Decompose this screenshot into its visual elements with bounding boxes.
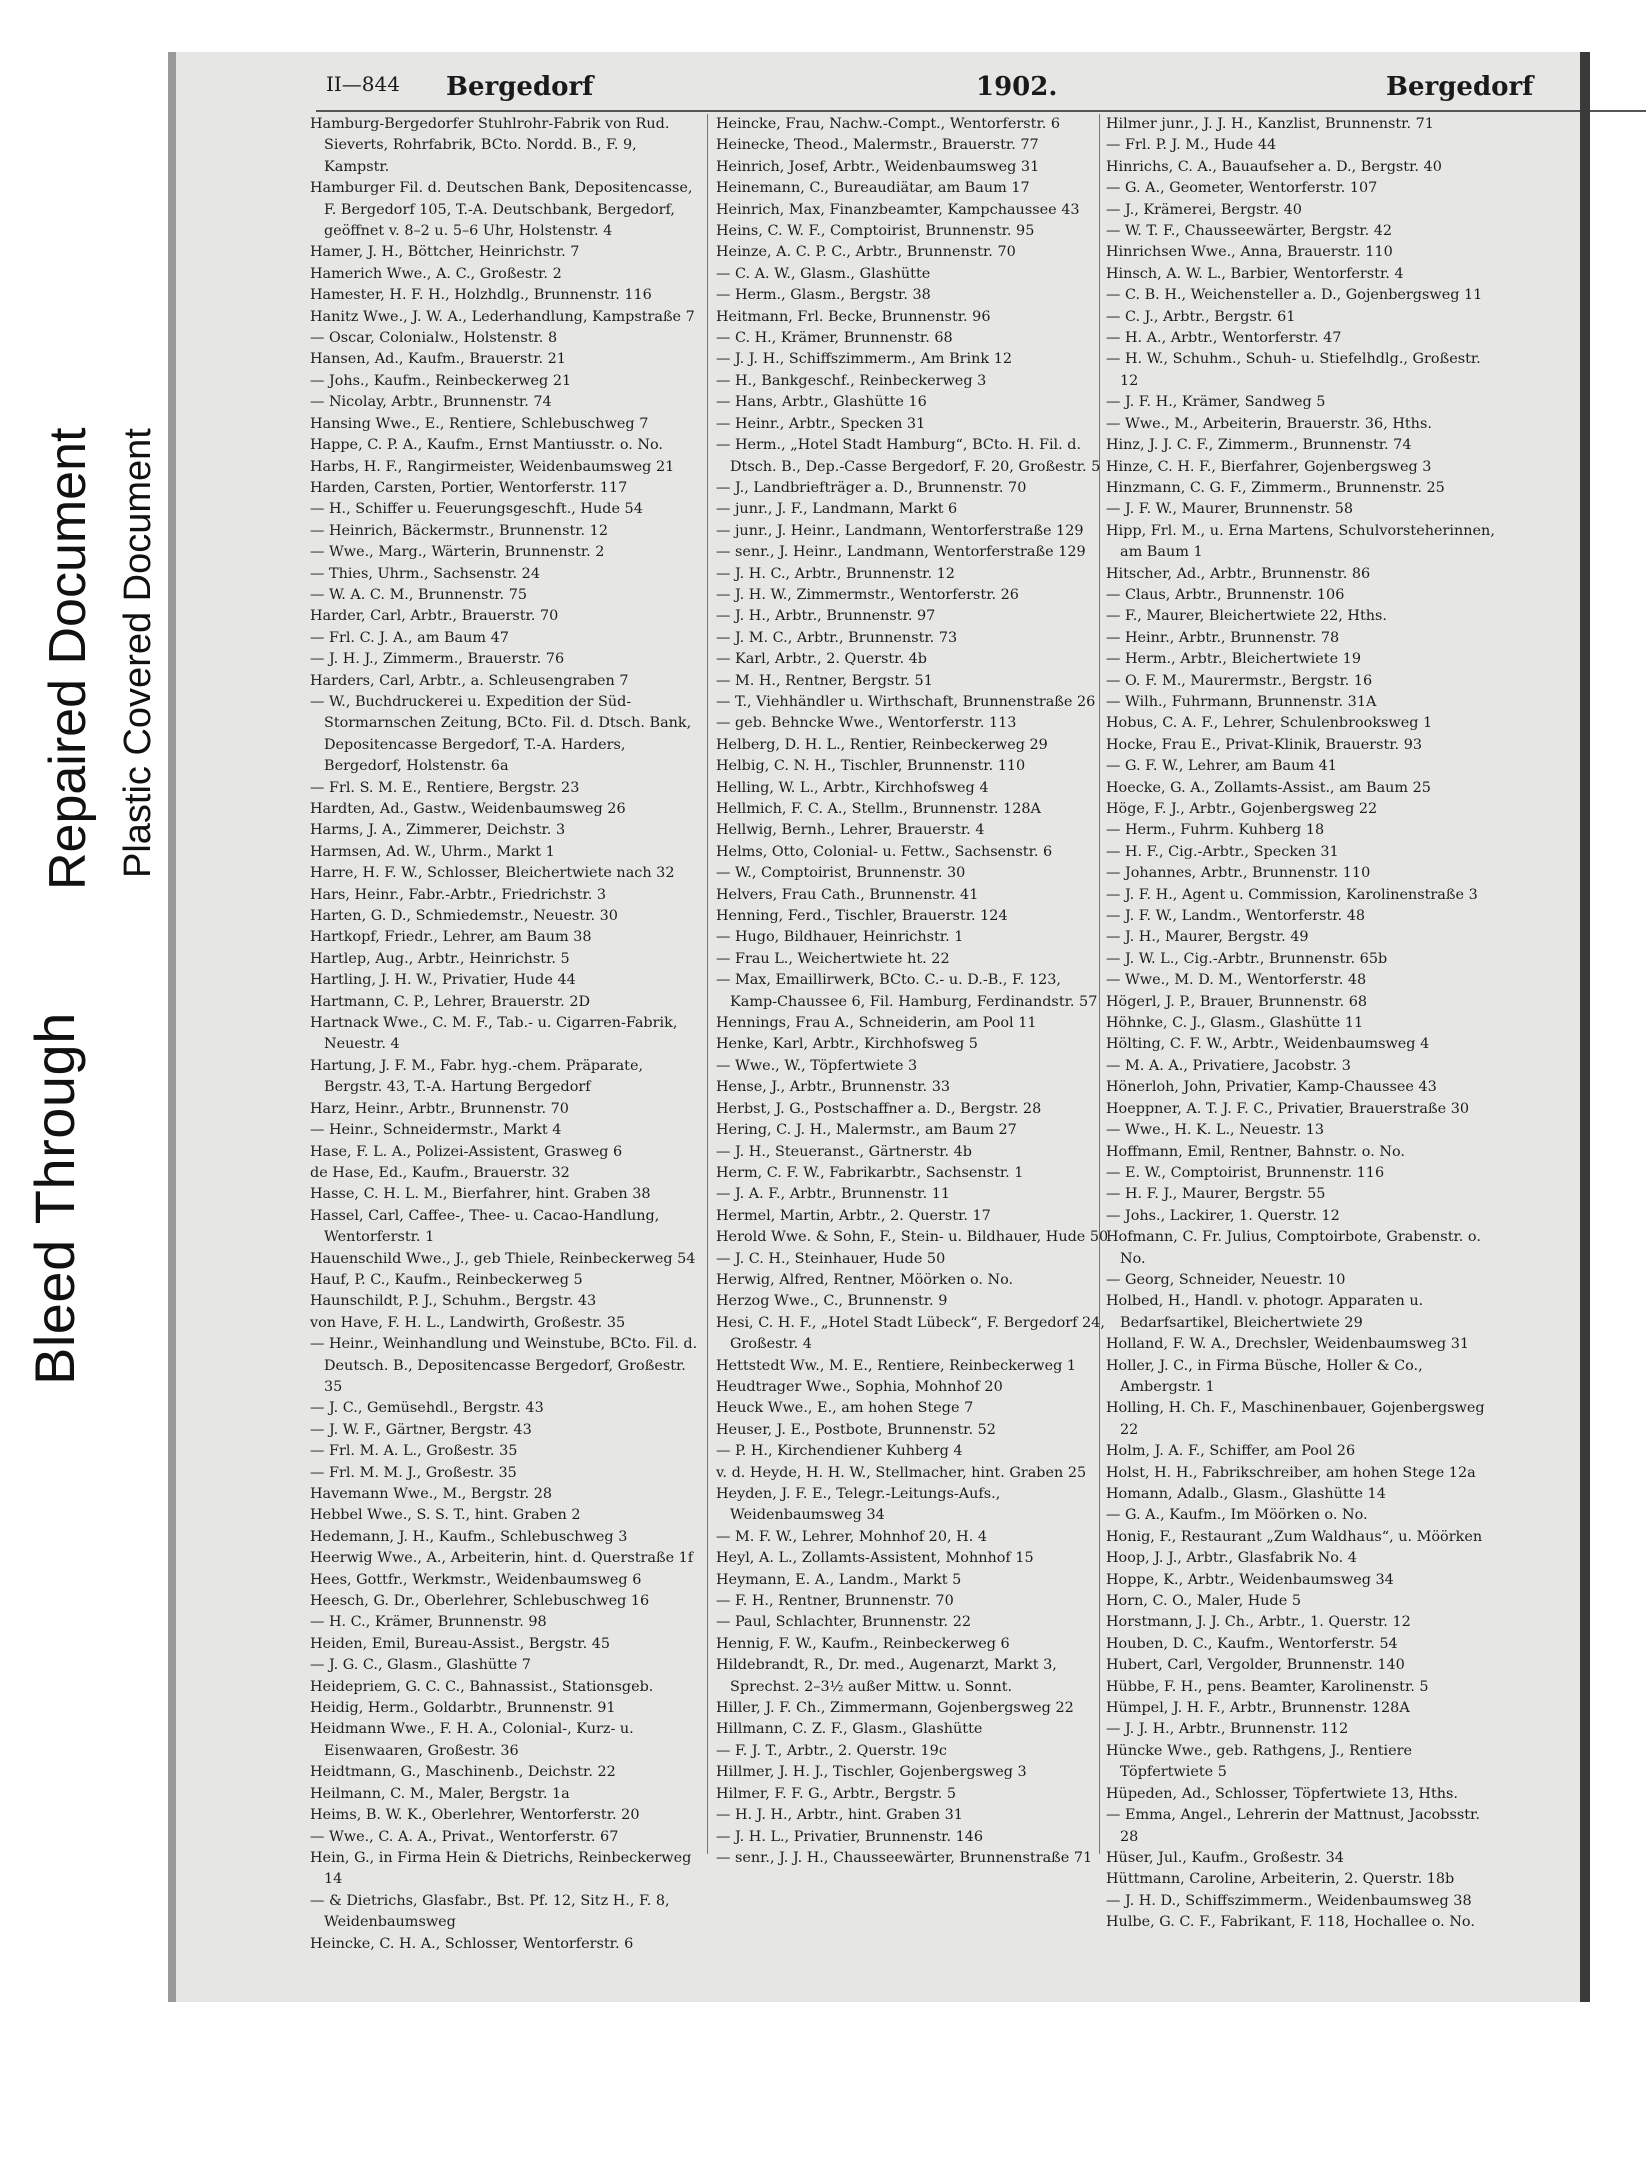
directory-entry: — M. F. W., Lehrer, Mohnhof 20, H. 4 (716, 1528, 988, 1545)
directory-entry: — H. W., Schuhm., Schuh- u. Stiefelhdlg., Großestr. 12 (1106, 351, 1481, 389)
directory-entry: Heymann, E. A., Landm., Markt 5 (716, 1571, 962, 1588)
directory-entry: — J. H. D., Schiffszimmerm., Weidenbaumsweg 38 (1106, 1892, 1472, 1909)
directory-entry: — Frau L., Weichertwiete ht. 22 (716, 950, 950, 967)
directory-entry: Helberg, D. H. L., Rentier, Reinbeckerweg 29 (716, 736, 1048, 753)
directory-entry: — J. W. F., Gärtner, Bergstr. 43 (310, 1421, 532, 1438)
directory-entry: Hansen, Ad., Kaufm., Brauerstr. 21 (310, 351, 566, 368)
directory-entry: von Have, F. H. L., Landwirth, Großestr. 35 (310, 1314, 626, 1331)
directory-entry: — P. H., Kirchendiener Kuhberg 4 (716, 1443, 963, 1460)
directory-entry: — J. F. W., Maurer, Brunnenstr. 58 (1106, 501, 1354, 518)
directory-entry: Heinrich, Josef, Arbtr., Weidenbaumsweg 31 (716, 158, 1040, 175)
directory-entry: — Heinr., Arbtr., Specken 31 (716, 415, 926, 432)
label-repaired-document: Repaired Document (39, 427, 97, 890)
directory-entry: Heesch, G. Dr., Oberlehrer, Schlebuschweg 16 (310, 1593, 650, 1610)
directory-entry: — H. F. J., Maurer, Bergstr. 55 (1106, 1186, 1326, 1203)
directory-entry: — J. H. C., Arbtr., Brunnenstr. 12 (716, 565, 955, 582)
directory-entry: — H. J. H., Arbtr., hint. Graben 31 (716, 1807, 963, 1824)
directory-entry: — Frl. S. M. E., Rentiere, Bergstr. 23 (310, 779, 580, 796)
directory-entry: Hilmer, F. F. G., Arbtr., Bergstr. 5 (716, 1785, 957, 1802)
directory-entry: — H. F., Cig.-Arbtr., Specken 31 (1106, 843, 1339, 860)
directory-entry: — Heinr., Weinhandlung und Weinstube, BCto. Fil. d. Deutsch. B., Depositencasse Bergedorf, Großestr. 35 (310, 1336, 698, 1395)
directory-entry: Herm, C. F. W., Fabrikarbtr., Sachsenstr. 1 (716, 1164, 1024, 1181)
directory-entry: Heerwig Wwe., A., Arbeiterin, hint. d. Querstraße 1f (310, 1550, 694, 1567)
directory-entry: Hauenschild Wwe., J., geb Thiele, Reinbeckerweg 54 (310, 1250, 696, 1267)
directory-entry: — Paul, Schlachter, Brunnenstr. 22 (716, 1614, 972, 1631)
directory-entry: Harten, G. D., Schmiedemstr., Neuestr. 30 (310, 908, 618, 925)
directory-entry: Hardten, Ad., Gastw., Weidenbaumsweg 26 (310, 801, 626, 817)
directory-entry: Heiden, Emil, Bureau-Assist., Bergstr. 45 (310, 1635, 611, 1652)
directory-entry: — Herm., Fuhrm. Kuhberg 18 (1106, 822, 1325, 839)
directory-entry: — J. M. C., Arbtr., Brunnenstr. 73 (716, 629, 958, 646)
directory-entry: Herold Wwe. & Sohn, F., Stein- u. Bildhauer, Hude 50 (716, 1229, 1109, 1246)
scan-status-strip (0, 0, 165, 2177)
directory-entry: de Hase, Ed., Kaufm., Brauerstr. 32 (310, 1164, 570, 1181)
directory-entry: Hinzmann, C. G. F., Zimmerm., Brunnenstr. 25 (1106, 479, 1445, 496)
directory-entry: — Thies, Uhrm., Sachsenstr. 24 (310, 565, 540, 582)
directory-entry: Hölting, C. F. W., Arbtr., Weidenbaumsweg 4 (1106, 1036, 1430, 1053)
directory-entry: — W. A. C. M., Brunnenstr. 75 (310, 586, 528, 603)
directory-entry: — junr., J. Heinr., Landmann, Wentorferstraße 129 (716, 522, 1084, 539)
directory-entry: Harre, H. F. W., Schlosser, Bleichertwiete nach 32 (310, 865, 675, 882)
directory-entry: — Heinrich, Bäckermstr., Brunnenstr. 12 (310, 522, 608, 539)
directory-entry: Heidig, Herm., Goldarbtr., Brunnenstr. 91 (310, 1700, 616, 1717)
directory-entry: Helvers, Frau Cath., Brunnenstr. 41 (716, 886, 979, 903)
directory-entry: Hümpel, J. H. F., Arbtr., Brunnenstr. 128A (1106, 1700, 1410, 1717)
directory-entry: — junr., J. F., Landmann, Markt 6 (716, 501, 958, 518)
directory-entry: Hinrichs, C. A., Bauaufseher a. D., Bergstr. 40 (1106, 158, 1442, 175)
directory-entry: Horstmann, J. J. Ch., Arbtr., 1. Querstr. 12 (1106, 1614, 1411, 1631)
directory-entry: — J. H. W., Zimmermstr., Wentorferstr. 26 (716, 586, 1019, 603)
directory-entry: Havemann Wwe., M., Bergstr. 28 (310, 1486, 553, 1502)
directory-entry: — J. J. H., Arbtr., Brunnenstr. 112 (1106, 1721, 1349, 1738)
directory-entry: — J., Landbriefträger a. D., Brunnenstr. 70 (716, 479, 1027, 496)
directory-entry: — Heinr., Arbtr., Brunnenstr. 78 (1106, 629, 1340, 646)
directory-entry: — Wwe., W., Töpfertwiete 3 (716, 1057, 918, 1074)
directory-entry: — H. A., Arbtr., Wentorferstr. 47 (1106, 330, 1342, 347)
directory-entry: — J. H. L., Privatier, Brunnenstr. 146 (716, 1828, 984, 1845)
directory-entry: Heidtmann, G., Maschinenb., Deichstr. 22 (310, 1764, 616, 1781)
directory-entry: — E. W., Comptoirist, Brunnenstr. 116 (1106, 1164, 1385, 1181)
directory-entry: Hellwig, Bernh., Lehrer, Brauerstr. 4 (716, 822, 985, 839)
directory-entry: Hauf, P. C., Kaufm., Reinbeckerweg 5 (310, 1271, 583, 1288)
directory-entry: — C. A. W., Glasm., Glashütte (716, 265, 931, 282)
directory-entry: — Herm., Arbtr., Bleichertwiete 19 (1106, 651, 1361, 668)
directory-entry: Harden, Carsten, Portier, Wentorferstr. 117 (310, 479, 628, 496)
directory-entry: Helbig, C. N. H., Tischler, Brunnenstr. 110 (716, 758, 1026, 775)
directory-entry: — W., Comptoirist, Brunnenstr. 30 (716, 865, 966, 882)
directory-entry: — W. T. F., Chausseewärter, Bergstr. 42 (1106, 223, 1393, 240)
directory-entry: — J. C., Gemüsehdl., Bergstr. 43 (310, 1400, 544, 1417)
directory-entry: Holler, J. C., in Firma Büsche, Holler & Co., Ambergstr. 1 (1106, 1357, 1423, 1395)
directory-entry: — Emma, Angel., Lehrerin der Mattnust, Jacobsstr. 28 (1106, 1807, 1480, 1845)
directory-entry: Hasse, C. H. L. M., Bierfahrer, hint. Graben 38 (310, 1186, 651, 1203)
directory-entry: Hense, J., Arbtr., Brunnenstr. 33 (716, 1079, 951, 1096)
directory-entry: — J. H., Arbtr., Brunnenstr. 97 (716, 608, 936, 625)
directory-entry: Heidepriem, G. C. C., Bahnassist., Stationsgeb. (310, 1678, 654, 1695)
header-rule (316, 110, 1646, 112)
directory-entry: Hartlep, Aug., Arbtr., Heinrichstr. 5 (310, 950, 570, 967)
directory-entry: — senr., J. J. H., Chausseewärter, Brunnenstraße 71 (716, 1849, 1093, 1866)
directory-entry: — J. H., Steueranst., Gärtnerstr. 4b (716, 1143, 972, 1160)
directory-entry: Hoffmann, Emil, Rentner, Bahnstr. o. No. (1106, 1143, 1405, 1160)
directory-entry: — Wilh., Fuhrmann, Brunnenstr. 31A (1106, 693, 1377, 710)
label-plastic-covered-document: Plastic Covered Document (117, 428, 159, 878)
directory-entry: Hüser, Jul., Kaufm., Großestr. 34 (1106, 1849, 1344, 1866)
directory-entry: Holm, J. A. F., Schiffer, am Pool 26 (1106, 1443, 1356, 1460)
directory-entry: Hobus, C. A. F., Lehrer, Schulenbrooksweg 1 (1106, 715, 1433, 732)
directory-entry: Hellmich, F. C. A., Stellm., Brunnenstr. 128A (716, 801, 1041, 817)
directory-entry: Höge, F. J., Arbtr., Gojenbergsweg 22 (1106, 801, 1378, 817)
running-title-right: Bergedorf (1386, 72, 1534, 102)
directory-entry: Herwig, Alfred, Rentner, Möörken o. No. (716, 1271, 1014, 1288)
directory-entry: — Hugo, Bildhauer, Heinrichstr. 1 (716, 929, 964, 946)
directory-entry: Hedemann, J. H., Kaufm., Schlebuschweg 3 (310, 1528, 628, 1545)
directory-entry: Heins, C. W. F., Comptoirist, Brunnenstr. 95 (716, 223, 1035, 240)
directory-entry: Heudtrager Wwe., Sophia, Mohnhof 20 (716, 1378, 1003, 1395)
directory-entry: — Claus, Arbtr., Brunnenstr. 106 (1106, 586, 1345, 603)
directory-entry: Hönerloh, John, Privatier, Kamp-Chaussee 43 (1106, 1079, 1437, 1096)
directory-entry: Hamer, J. H., Böttcher, Heinrichstr. 7 (310, 244, 580, 261)
directory-entry: Hamester, H. F. H., Holzhdlg., Brunnenstr. 116 (310, 287, 652, 304)
directory-entry: — J. F. H., Agent u. Commission, Karolinenstraße 3 (1106, 886, 1478, 903)
directory-entry: Hulbe, G. C. F., Fabrikant, F. 118, Hochallee o. No. (1106, 1914, 1475, 1931)
directory-entry: Holst, H. H., Fabrikschreiber, am hohen Stege 12a (1106, 1464, 1476, 1481)
directory-entry: Hinrichsen Wwe., Anna, Brauerstr. 110 (1106, 244, 1393, 261)
directory-entry: Hoecke, G. A., Zollamts-Assist., am Baum 25 (1106, 779, 1431, 796)
directory-entry: Hennig, F. W., Kaufm., Reinbeckerweg 6 (716, 1635, 1010, 1652)
directory-entry: — Frl. M. A. L., Großestr. 35 (310, 1443, 518, 1460)
directory-entry: Harms, J. A., Zimmerer, Deichstr. 3 (310, 822, 566, 839)
directory-entry: Hesi, C. H. F., „Hotel Stadt Lübeck“, F. Bergedorf 24, Großestr. 4 (716, 1314, 1105, 1353)
directory-entry: — H. C., Krämer, Brunnenstr. 98 (310, 1614, 547, 1631)
directory-entry: Hillmer, J. H. J., Tischler, Gojenbergsweg 3 (716, 1764, 1027, 1781)
directory-entry: — G. A., Geometer, Wentorferstr. 107 (1106, 180, 1378, 197)
directory-entry: — M. H., Rentner, Bergstr. 51 (716, 672, 933, 689)
directory-entry: — Wwe., M. D. M., Wentorferstr. 48 (1106, 972, 1367, 989)
directory-entry: Heyden, J. F. E., Telegr.-Leitungs-Aufs., Weidenbaumsweg 34 (716, 1486, 1001, 1524)
directory-entry: Hein, G., in Firma Hein & Dietrichs, Reinbeckerweg 14 (310, 1849, 692, 1888)
directory-entry: Hinze, C. H. F., Bierfahrer, Gojenbergsweg 3 (1106, 458, 1432, 475)
directory-entry: Hocke, Frau E., Privat-Klinik, Brauerstr. 93 (1106, 736, 1423, 753)
directory-entry: — Frl. C. J. A., am Baum 47 (310, 629, 509, 646)
directory-entry: Hilmer junr., J. J. H., Kanzlist, Brunnenstr. 71 (1106, 116, 1434, 132)
directory-entry: Horn, C. O., Maler, Hude 5 (1106, 1593, 1301, 1610)
directory-entry: Heincke, C. H. A., Schlosser, Wentorferstr. 6 (310, 1935, 634, 1952)
directory-entry: — C. B. H., Weichensteller a. D., Gojenbergsweg 11 (1106, 287, 1483, 304)
directory-entry: Hoeppner, A. T. J. F. C., Privatier, Brauerstraße 30 (1106, 1100, 1470, 1117)
directory-entry: — O. F. M., Maurermstr., Bergstr. 16 (1106, 672, 1373, 689)
directory-entry: Hars, Heinr., Fabr.-Arbtr., Friedrichstr. 3 (310, 886, 607, 903)
directory-entry: Hubert, Carl, Vergolder, Brunnenstr. 140 (1106, 1657, 1405, 1674)
directory-entry: Hoop, J. J., Arbtr., Glasfabrik No. 4 (1106, 1550, 1357, 1567)
directory-entry: Heuser, J. E., Postbote, Brunnenstr. 52 (716, 1421, 996, 1438)
column-divider (707, 114, 708, 1854)
directory-entry: Harder, Carl, Arbtr., Brauerstr. 70 (310, 608, 559, 625)
directory-entry: — Herm., „Hotel Stadt Hamburg“, BCto. H. Fil. d. Dtsch. B., Dep.-Casse Bergedorf, F. 20, Großestr. 5 (716, 437, 1101, 475)
directory-entry: Holling, H. Ch. F., Maschinenbauer, Gojenbergsweg 22 (1106, 1400, 1485, 1438)
page-header (326, 72, 1646, 112)
directory-entry: Heilmann, C. M., Maler, Bergstr. 1a (310, 1785, 570, 1802)
directory-entry: Hamburg-Bergedorfer Stuhlrohr-Fabrik von Rud. Sieverts, Rohrfabrik, BCto. Nordd. B., F. 9, Kampstr. (310, 116, 670, 175)
directory-entry: Honig, F., Restaurant „Zum Waldhaus“, u. Möörken (1106, 1528, 1483, 1545)
directory-entry: Hoppe, K., Arbtr., Weidenbaumsweg 34 (1106, 1571, 1394, 1588)
directory-entry: Holland, F. W. A., Drechsler, Weidenbaumsweg 31 (1106, 1336, 1470, 1353)
directory-entry: — T., Viehhändler u. Wirthschaft, Brunnenstraße 26 (716, 693, 1096, 710)
directory-entry: Hüncke Wwe., geb. Rathgens, J., Rentiere Töpfertwiete 5 (1106, 1742, 1413, 1781)
directory-entry: — F., Maurer, Bleichertwiete 22, Hths. (1106, 608, 1387, 625)
directory-entry: — C. J., Arbtr., Bergstr. 61 (1106, 308, 1296, 325)
directory-entry: Hamburger Fil. d. Deutschen Bank, Depositencasse, F. Bergedorf 105, T.-A. Deutschbank, Bergedorf, geöffnet v. 8–2 u. 5–6 Uhr, Holstenstr. 4 (310, 180, 693, 240)
directory-entry: Hipp, Frl. M., u. Erna Martens, Schulvorsteherinnen, am Baum 1 (1106, 522, 1495, 561)
directory-entry: — Georg, Schneider, Neuestr. 10 (1106, 1271, 1346, 1288)
directory-entry: Hartkopf, Friedr., Lehrer, am Baum 38 (310, 929, 592, 946)
directory-entry: Hinsch, A. W. L., Barbier, Wentorferstr. 4 (1106, 265, 1404, 282)
directory-entry: — H., Bankgeschf., Reinbeckerweg 3 (716, 372, 987, 389)
directory-entry: Hofmann, C. Fr. Julius, Comptoirbote, Grabenstr. o. No. (1106, 1229, 1481, 1267)
directory-entry: — Herm., Glasm., Bergstr. 38 (716, 287, 931, 304)
directory-entry: Henke, Karl, Arbtr., Kirchhofsweg 5 (716, 1036, 978, 1053)
directory-entry: — Frl. M. M. J., Großestr. 35 (310, 1464, 517, 1481)
directory-entry: — Johs., Lackirer, 1. Querstr. 12 (1106, 1207, 1340, 1224)
directory-entry: Heinecke, Theod., Malermstr., Brauerstr. 77 (716, 137, 1039, 154)
directory-entry: — C. H., Krämer, Brunnenstr. 68 (716, 330, 953, 347)
directory-entry: Hübbe, F. H., pens. Beamter, Karolinenstr. 5 (1106, 1678, 1429, 1695)
directory-entry: Homann, Adalb., Glasm., Glashütte 14 (1106, 1486, 1386, 1502)
directory-entry: Hildebrandt, R., Dr. med., Augenarzt, Markt 3, Sprechst. 2–3½ außer Mittw. u. Sonnt. (716, 1657, 1057, 1695)
directory-entry: Heims, B. W. K., Oberlehrer, Wentorferstr. 20 (310, 1807, 640, 1824)
directory-entry: Hettstedt Ww., M. E., Rentiere, Reinbeckerweg 1 (716, 1357, 1077, 1374)
directory-entry: Hase, F. L. A., Polizei-Assistent, Grasweg 6 (310, 1143, 623, 1160)
directory-entry: — G. A., Kaufm., Im Möörken o. No. (1106, 1507, 1368, 1524)
directory-entry: Herzog Wwe., C., Brunnenstr. 9 (716, 1293, 948, 1310)
directory-entry: Hennings, Frau A., Schneiderin, am Pool 11 (716, 1015, 1037, 1032)
directory-entry: Hees, Gottfr., Werkmstr., Weidenbaumsweg 6 (310, 1571, 642, 1588)
directory-entry: — J. C. H., Steinhauer, Hude 50 (716, 1250, 946, 1267)
directory-entry: Henning, Ferd., Tischler, Brauerstr. 124 (716, 908, 1008, 925)
directory-entry: — Wwe., Marg., Wärterin, Brunnenstr. 2 (310, 544, 605, 561)
directory-entry: — Wwe., H. K. L., Neuestr. 13 (1106, 1122, 1325, 1139)
directory-entry: Hassel, Carl, Caffee-, Thee- u. Cacao-Handlung, Wentorferstr. 1 (310, 1207, 660, 1246)
directory-entry: Herbst, J. G., Postschaffner a. D., Bergstr. 28 (716, 1100, 1042, 1117)
directory-entry: Hartnack Wwe., C. M. F., Tab.- u. Cigarren-Fabrik, Neuestr. 4 (310, 1015, 678, 1053)
directory-entry: Heuck Wwe., E., am hohen Stege 7 (716, 1400, 974, 1417)
directory-entry: Hitscher, Ad., Arbtr., Brunnenstr. 86 (1106, 565, 1371, 582)
directory-entry: Hartung, J. F. M., Fabr. hyg.-chem. Präparate, Bergstr. 43, T.-A. Hartung Bergedorf (310, 1057, 644, 1096)
directory-entry: Helling, W. L., Arbtr., Kirchhofsweg 4 (716, 779, 989, 796)
directory-entry: — J. J. H., Schiffszimmerm., Am Brink 12 (716, 351, 1013, 368)
directory-entry: — J. H. J., Zimmerm., Brauerstr. 76 (310, 651, 565, 668)
year-title: 1902. (976, 72, 1058, 102)
directory-entry: Holbed, H., Handl. v. photogr. Apparaten u. Bedarfsartikel, Bleichertwiete 29 (1106, 1293, 1424, 1331)
directory-entry: — M. A. A., Privatiere, Jacobstr. 3 (1106, 1057, 1351, 1074)
directory-entry: — Heinr., Schneidermstr., Markt 4 (310, 1122, 562, 1139)
directory-entry: Harbs, H. F., Rangirmeister, Weidenbaumsweg 21 (310, 458, 675, 475)
directory-entry: Houben, D. C., Kaufm., Wentorferstr. 54 (1106, 1635, 1398, 1652)
directory-entry: Hillmann, C. Z. F., Glasm., Glashütte (716, 1721, 983, 1738)
directory-entry: Hüpeden, Ad., Schlosser, Töpfertwiete 13, Hths. (1106, 1785, 1458, 1802)
directory-entry: Heyl, A. L., Zollamts-Assistent, Mohnhof 15 (716, 1550, 1034, 1567)
directory-entry: — Oscar, Colonialw., Holstenstr. 8 (310, 330, 558, 347)
directory-entry: — J. F. H., Krämer, Sandweg 5 (1106, 394, 1326, 411)
directory-entry: Hiller, J. F. Ch., Zimmermann, Gojenbergsweg 22 (716, 1700, 1074, 1717)
directory-entry: Heincke, Frau, Nachw.-Compt., Wentorferstr. 6 (716, 116, 1061, 132)
directory-entry: — J. A. F., Arbtr., Brunnenstr. 11 (716, 1186, 951, 1203)
directory-entry: — J., Krämerei, Bergstr. 40 (1106, 201, 1302, 218)
directory-entry: Harders, Carl, Arbtr., a. Schleusengraben 7 (310, 672, 629, 689)
directory-entry: — J. G. C., Glasm., Glashütte 7 (310, 1657, 531, 1674)
directory-entry: Hartling, J. H. W., Privatier, Hude 44 (310, 972, 576, 989)
directory-entry: Hüttmann, Caroline, Arbeiterin, 2. Querstr. 18b (1106, 1871, 1455, 1888)
directory-entry: Helms, Otto, Colonial- u. Fettw., Sachsenstr. 6 (716, 843, 1053, 860)
directory-entry: Hansing Wwe., E., Rentiere, Schlebuschweg 7 (310, 415, 649, 432)
directory-entry: — & Dietrichs, Glasfabr., Bst. Pf. 12, Sitz H., F. 8, Weidenbaumsweg (310, 1892, 670, 1931)
scanned-page (168, 52, 1586, 2002)
directory-entry: Höhnke, C. J., Glasm., Glashütte 11 (1106, 1015, 1364, 1032)
directory-entry: — F. H., Rentner, Brunnenstr. 70 (716, 1593, 954, 1610)
directory-entry: Heidmann Wwe., F. H. A., Colonial-, Kurz- u. Eisenwaaren, Großestr. 36 (310, 1721, 634, 1759)
directory-entry: — H., Schiffer u. Feuerungsgeschft., Hude 54 (310, 501, 643, 518)
directory-entry: — Wwe., M., Arbeiterin, Brauerstr. 36, Hths. (1106, 415, 1432, 432)
directory-entry: Hebbel Wwe., S. S. T., hint. Graben 2 (310, 1507, 581, 1524)
directory-entry: Hanitz Wwe., J. W. A., Lederhandlung, Kampstraße 7 (310, 308, 695, 325)
running-title-left: Bergedorf (446, 72, 594, 102)
directory-column-1 (310, 114, 705, 1952)
directory-entry: — Nicolay, Arbtr., Brunnenstr. 74 (310, 394, 552, 411)
directory-column-2 (716, 114, 1111, 1866)
directory-entry: — F. J. T., Arbtr., 2. Querstr. 19c (716, 1742, 947, 1759)
directory-entry: Happe, C. P. A., Kaufm., Ernst Mantiusstr. o. No. (310, 437, 663, 454)
directory-entry: — Hans, Arbtr., Glashütte 16 (716, 394, 927, 411)
directory-entry: Harmsen, Ad. W., Uhrm., Markt 1 (310, 843, 555, 860)
directory-entry: — Johannes, Arbtr., Brunnenstr. 110 (1106, 865, 1371, 882)
directory-entry: — senr., J. Heinr., Landmann, Wentorferstraße 129 (716, 544, 1086, 561)
directory-entry: — Johs., Kaufm., Reinbeckerweg 21 (310, 372, 572, 389)
directory-entry: — geb. Behncke Wwe., Wentorferstr. 113 (716, 715, 1017, 732)
directory-entry: — J. F. W., Landm., Wentorferstr. 48 (1106, 908, 1366, 925)
directory-column-3 (1106, 114, 1501, 1931)
directory-entry: — Max, Emaillirwerk, BCto. C.- u. D.-B., F. 123, Kamp-Chaussee 6, Fil. Hamburg, Ferdinandstr. 57 (716, 972, 1098, 1010)
directory-entry: Heinze, A. C. P. C., Arbtr., Brunnenstr. 70 (716, 244, 1016, 261)
directory-entry: — Wwe., C. A. A., Privat., Wentorferstr. 67 (310, 1828, 619, 1845)
directory-entry: — W., Buchdruckerei u. Expedition der Süd-Stormarnschen Zeitung, BCto. Fil. d. Dtsch. Bank, Depositencasse Bergedorf, T.-A. Harders, Bergedorf, Holstenstr. 6a (310, 693, 692, 775)
directory-entry: Heitmann, Frl. Becke, Brunnenstr. 96 (716, 308, 991, 325)
directory-entry: — J. W. L., Cig.-Arbtr., Brunnenstr. 65b (1106, 950, 1388, 967)
directory-entry: Haunschildt, P. J., Schuhm., Bergstr. 43 (310, 1293, 597, 1310)
directory-entry: Hamerich Wwe., A. C., Großestr. 2 (310, 265, 562, 282)
directory-entry: — J. H., Maurer, Bergstr. 49 (1106, 929, 1309, 946)
directory-entry: v. d. Heyde, H. H. W., Stellmacher, hint. Graben 25 (716, 1464, 1087, 1481)
directory-entry: — Karl, Arbtr., 2. Querstr. 4b (716, 651, 927, 668)
page-number: II—844 (326, 72, 400, 96)
directory-entry: — G. F. W., Lehrer, am Baum 41 (1106, 758, 1337, 775)
label-bleed-through: Bleed Through (23, 1012, 86, 1385)
directory-entry: Hartmann, C. P., Lehrer, Brauerstr. 2D (310, 993, 591, 1010)
directory-entry: Heinemann, C., Bureaudiätar, am Baum 17 (716, 180, 1030, 197)
directory-entry: Harz, Heinr., Arbtr., Brunnenstr. 70 (310, 1100, 569, 1117)
directory-entry: Hering, C. J. H., Malermstr., am Baum 27 (716, 1122, 1017, 1139)
directory-entry: — Frl. P. J. M., Hude 44 (1106, 137, 1277, 154)
directory-entry: Heinrich, Max, Finanzbeamter, Kampchaussee 43 (716, 201, 1080, 218)
directory-entry: Högerl, J. P., Brauer, Brunnenstr. 68 (1106, 993, 1368, 1010)
directory-entry: Hermel, Martin, Arbtr., 2. Querstr. 17 (716, 1207, 991, 1224)
directory-entry: Hinz, J. J. C. F., Zimmerm., Brunnenstr. 74 (1106, 437, 1412, 454)
